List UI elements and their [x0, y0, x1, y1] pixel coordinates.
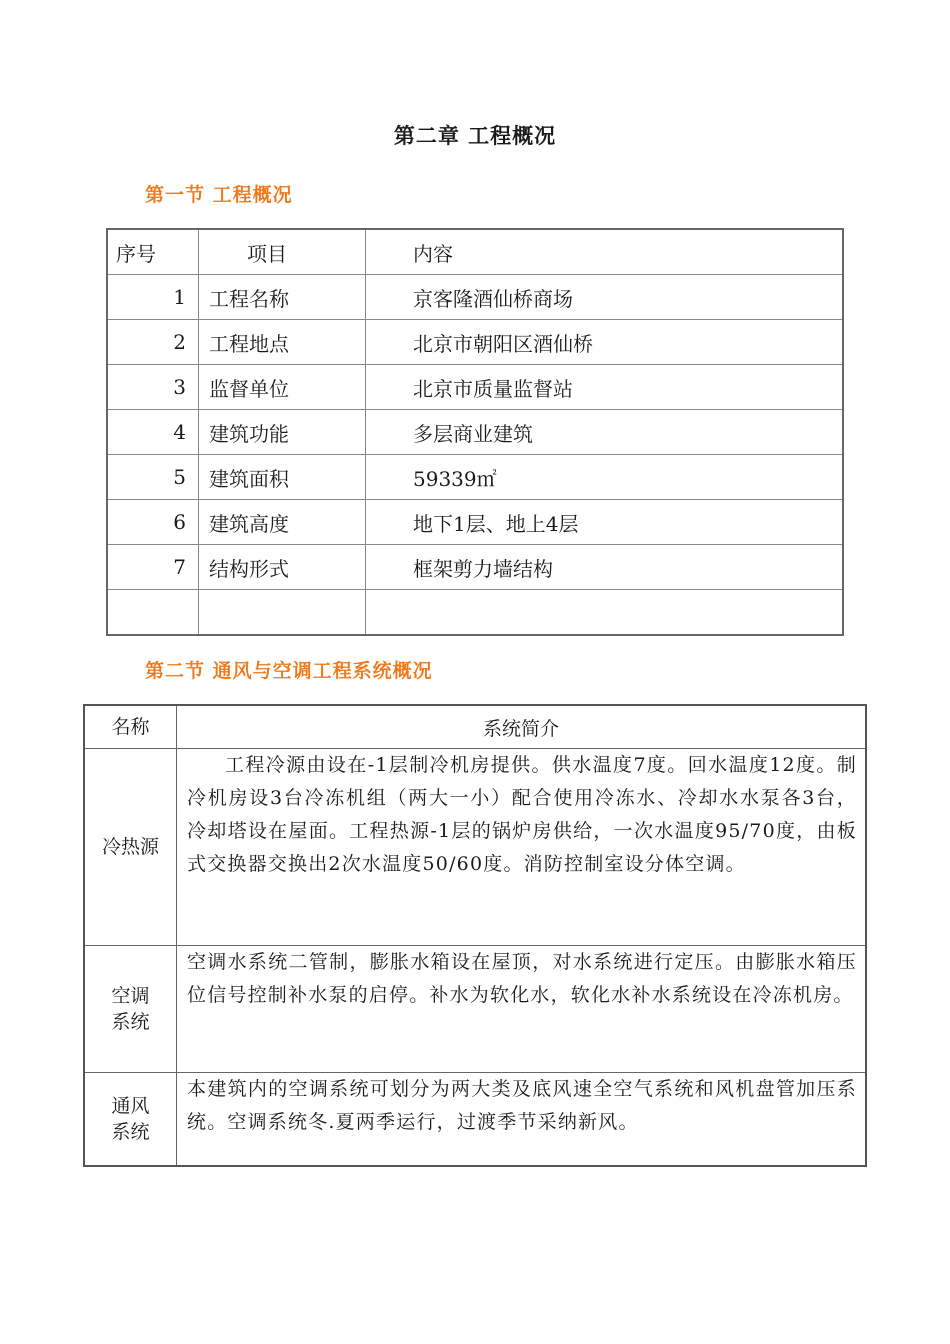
system-name-line: 空调	[111, 985, 150, 1007]
system-name-line: 通风	[111, 1095, 150, 1117]
system-name-line: 系统	[111, 1121, 150, 1143]
table-row	[84, 946, 866, 1073]
table-row	[107, 275, 843, 320]
row-content: 北京市朝阳区酒仙桥	[366, 320, 844, 365]
row-item: 工程名称	[199, 275, 366, 320]
row-no	[107, 590, 199, 636]
row-item: 工程地点	[199, 320, 366, 365]
row-no: 6	[107, 500, 199, 545]
system-description: 工程冷源由设在-1层制冷机房提供。供水温度7度。回水温度12度。制冷机房设3台冷冻机组（两大一小）配合使用冷冻水、冷却水水泵各3台，冷却塔设在屋面。工程热源-1层的锅炉房供给，一次水温度95/70度，由板式交换器交换出2次水温度50/60度。消防控制室设分体空调。	[177, 749, 867, 946]
row-content: 京客隆酒仙桥商场	[366, 275, 844, 320]
row-content: 框架剪力墙结构	[366, 545, 844, 590]
table-row	[107, 320, 843, 365]
chapter-title: 第二章 工程概况	[393, 124, 557, 148]
system-name	[84, 749, 177, 946]
row-no: 3	[107, 365, 199, 410]
table-row	[107, 410, 843, 455]
table-row	[107, 545, 843, 590]
row-content: 地下1层、地上4层	[366, 500, 844, 545]
row-item: 监督单位	[199, 365, 366, 410]
hvac-system-table	[83, 704, 867, 1167]
system-name	[84, 946, 177, 1073]
system-name-line: 冷热源	[101, 836, 159, 858]
table-header-row	[107, 229, 843, 275]
table-row	[107, 500, 843, 545]
row-item	[199, 590, 366, 636]
table-row	[84, 749, 866, 946]
table-row	[84, 1073, 866, 1167]
header-no: 序号	[107, 229, 199, 275]
table-row	[107, 365, 843, 410]
row-content	[366, 590, 844, 636]
row-item: 建筑面积	[199, 455, 366, 500]
row-no: 7	[107, 545, 199, 590]
row-item: 建筑高度	[199, 500, 366, 545]
row-no: 5	[107, 455, 199, 500]
header-description: 系统简介	[177, 705, 867, 749]
header-content: 内容	[366, 229, 844, 275]
table-header-row	[84, 705, 866, 749]
section1-title: 第一节 工程概况	[145, 184, 293, 206]
table-row	[107, 455, 843, 500]
header-name: 名称	[84, 705, 177, 749]
row-no: 1	[107, 275, 199, 320]
row-no: 2	[107, 320, 199, 365]
system-description: 本建筑内的空调系统可划分为两大类及底风速全空气系统和风机盘管加压系统。空调系统冬.夏两季运行，过渡季节采纳新风。	[177, 1073, 867, 1167]
system-description: 空调水系统二管制，膨胀水箱设在屋顶，对水系统进行定压。由膨胀水箱压位信号控制补水泵的启停。补水为软化水，软化水补水系统设在冷冻机房。	[177, 946, 867, 1073]
row-content: 北京市质量监督站	[366, 365, 844, 410]
system-name-line: 系统	[111, 1011, 150, 1033]
row-content: 59339㎡	[366, 455, 844, 500]
header-item: 项目	[199, 229, 366, 275]
row-item: 建筑功能	[199, 410, 366, 455]
row-item: 结构形式	[199, 545, 366, 590]
project-overview-table	[106, 228, 844, 636]
row-no: 4	[107, 410, 199, 455]
table-row-empty	[107, 590, 843, 636]
row-content: 多层商业建筑	[366, 410, 844, 455]
section2-title: 第二节 通风与空调工程系统概况	[145, 660, 433, 682]
system-name	[84, 1073, 177, 1167]
